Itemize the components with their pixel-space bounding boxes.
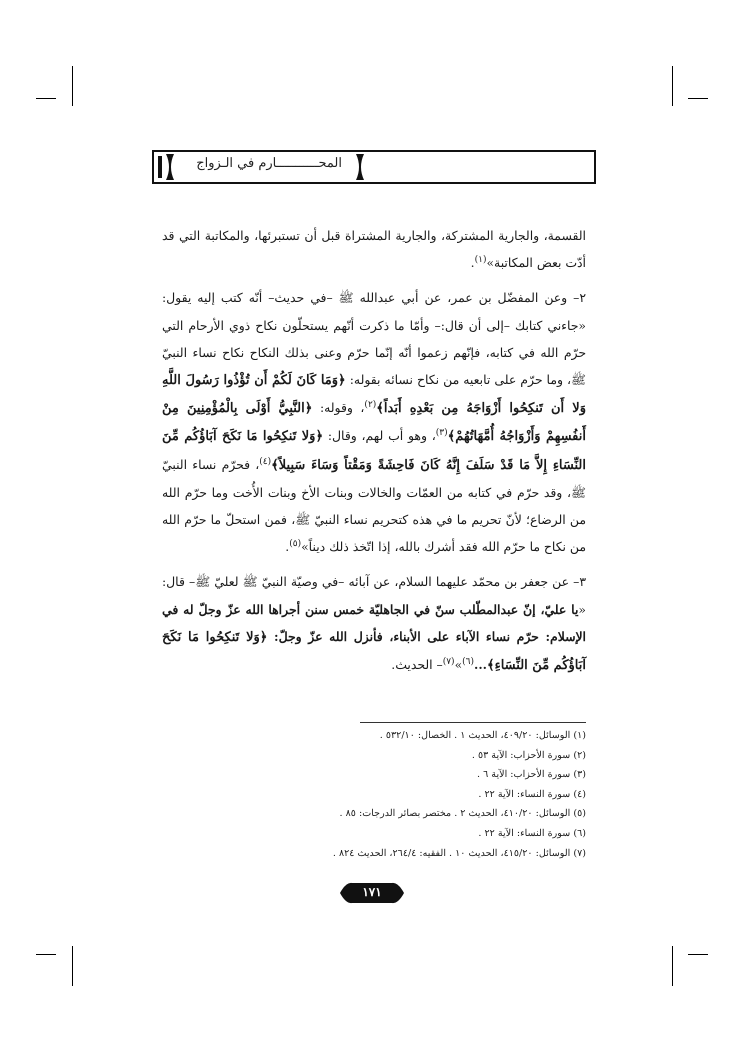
body-text-segment: . [285, 539, 290, 555]
footnote-ref: (٥) [289, 539, 302, 550]
footnote-ref: (٧) [442, 656, 455, 667]
crop-mark-tr-v [672, 66, 673, 106]
footnote-ref: (٢) [364, 400, 377, 411]
bold-text: ... [474, 657, 487, 673]
crop-mark-br-h [688, 954, 708, 955]
body-text-segment: القسمة، والجارية المشتركة، والجارية المشتراة قبل أن تستبرئها، والمكاتبة التي قد أدّت بعض المكاتبة» [162, 228, 586, 271]
body-text-segment: – الحديث. [391, 657, 443, 673]
quran-quote: ﴿وَمَا كَانَ لَكُمْ أَن تُؤْذُوا رَسُولَ اللَّهِ وَلا أَن تَنكِحُوا أَزْوَاجَهُ مِن بَعْدِهِ أَبَداً﴾ [162, 373, 586, 417]
quran-quote: ﴿وَلا تَنكِحُوا مَا نَكَحَ آبَاؤُكُم مِّنَ النِّسَاءِ﴾ [162, 629, 586, 674]
paragraph [162, 284, 586, 560]
footnote-item: (٥) الوسائل: ٤١٠/٢٠، الحديث ٢ . مختصر بصائر الدرجات: ٨٥ . [339, 808, 586, 820]
footnote-item: (٤) سورة النساء: الآية ٢٢ . [478, 788, 586, 800]
crop-mark-br-v [672, 946, 673, 986]
body-text-segment: ٣– عن جعفر بن محمّد عليهما السلام، عن آبائه –في وصيّة النبيّ ﷺ لعليّ ﷺ– قال: « [162, 574, 586, 617]
crop-mark-tl-h [36, 98, 56, 99]
header-title: المحـــــــــــارم في الـزواج [196, 156, 342, 171]
quran-quote: ﴿النَّبِيُّ أَوْلَى بِالْمُؤْمِنِينَ مِنْ أَنفُسِهِمْ وَأَزْوَاجُهُ أُمَّهَاتُهُمْ﴾ [162, 401, 586, 445]
bold-text: يا عليّ، إنّ عبدالمطّلب سنّ في الجاهليّة خمس سنن أجراها الله عزّ وجلّ له في الإسلام: حرّم نساء الآباء على الأبناء، فأنزل الله عزّ وجلّ: [162, 601, 586, 644]
footnote-item: (٢) سورة الأحزاب: الآية ٥٣ . [471, 749, 586, 761]
main-body-text [162, 222, 586, 687]
paragraph [162, 222, 586, 276]
footnote-ref: (١) [474, 255, 487, 266]
footnote-ref: (٣) [435, 428, 448, 439]
body-text-segment: . [470, 255, 475, 271]
footnote-separator [360, 722, 586, 723]
paragraph [162, 568, 586, 679]
body-text-segment: ، فحرّم نساء النبيّ ﷺ، وقد حرّم في كتابه من العمّات والخالات وبنات الأخ وبنات الأُخت وما حرّم الله من الرضاع؛ لأنّ تحريم ما في هذه كتحريم نساء النبيّ ﷺ، فمن استحلّ ما حرّم الله من نكاح ما حرّم الله فقد أشرك بالله، إذا اتّخذ ذلك ديناً» [162, 456, 586, 555]
page-number-ornament [338, 880, 406, 906]
crop-mark-bl-v [72, 946, 73, 986]
footnote-ref: (٦) [462, 656, 475, 667]
footnote-ref: (٤) [259, 456, 272, 467]
body-text-segment: » [454, 657, 463, 673]
footnote-item: (٦) سورة النساء: الآية ٢٢ . [478, 827, 586, 839]
footnotes-list [162, 726, 586, 863]
crop-mark-tl-v [72, 66, 73, 106]
footnote-item: (١) الوسائل: ٤٠٩/٢٠، الحديث ١ . الخصال: ٥٣٢/١٠ . [379, 730, 586, 741]
crop-mark-tr-h [688, 98, 708, 99]
body-text-segment: ، وقوله: [312, 400, 365, 416]
footnote-item: (٣) سورة الأحزاب: الآية ٦ . [476, 769, 586, 781]
footnote-item: (٧) الوسائل: ٤١٥/٢٠، الحديث ١٠ . الفقيه: ٢٦٤/٤، الحديث ٨٢٤ . [332, 847, 586, 859]
running-header [152, 150, 596, 184]
quran-quote: ﴿وَلا تَنكِحُوا مَا نَكَحَ آبَاؤُكُم مِّنَ النِّسَاءِ إِلاَّ مَا قَدْ سَلَفَ إِنَّهُ كَانَ فَاحِشَةً وَمَقْتاً وَسَاءَ سَبِيلاً﴾ [162, 429, 586, 473]
page-number: ١٧١ [362, 885, 382, 899]
body-text-segment: ، وهو أب لهم، وقال: [323, 428, 436, 444]
crop-mark-bl-h [36, 954, 56, 955]
body-text-segment: ٢– وعن المفضّل بن عمر، عن أبي عبدالله ﷺ –في حديث– أنّه كتب إليه يقول: «جاءني كتابك –إلى أن قال:– وأمّا ما ذكرت أنّهم يستحلّون نكاح ذوي الأرحام التي حرّم الله في كتابه، فإنّهم زعموا أنّه إنّما حرّم وعنى بذلك النكاح نكاح نساء النبيّ ﷺ، وما حرّم على تابعيه من نكاح نسائه بقوله: [162, 290, 587, 388]
